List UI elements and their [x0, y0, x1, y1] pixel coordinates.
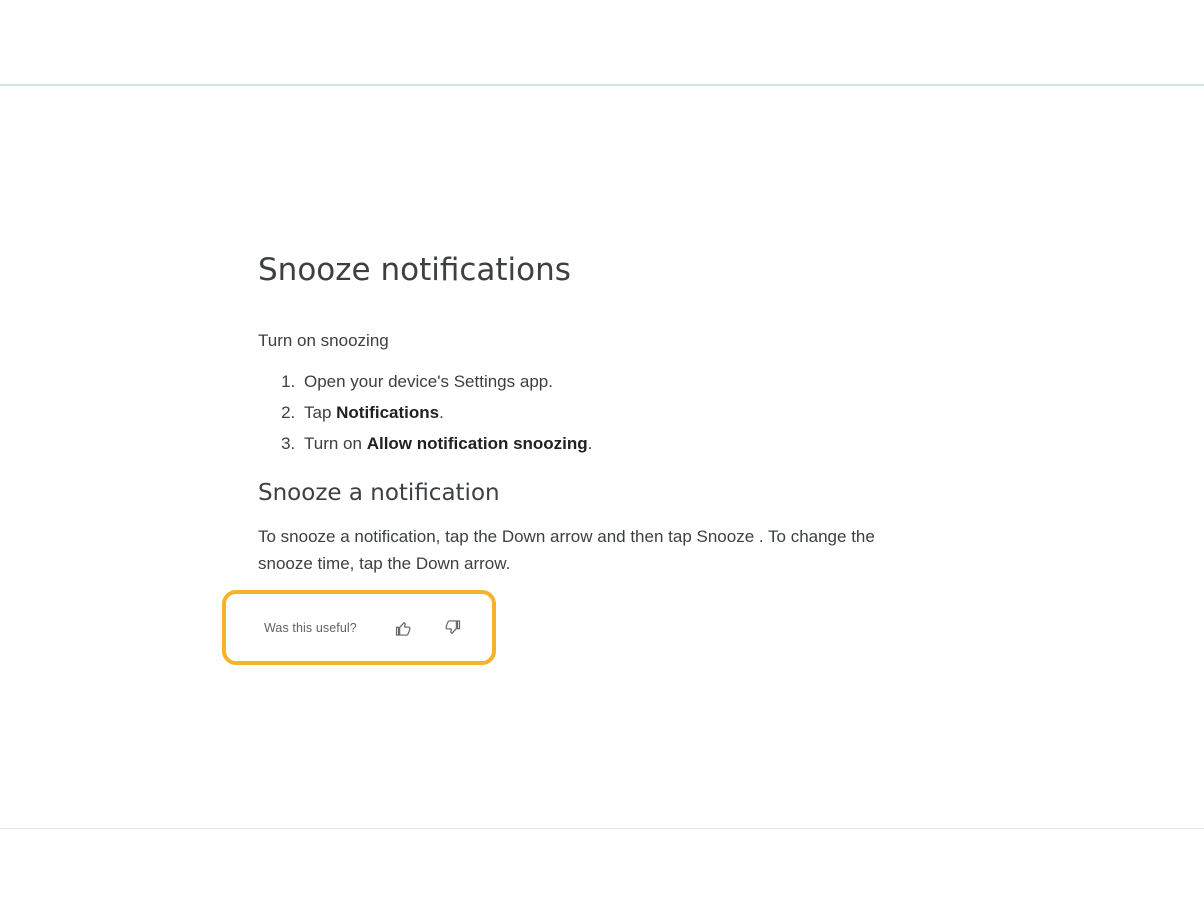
- feedback-widget: [222, 590, 496, 665]
- section-body: To snooze a notification, tap the Down arrow and then tap Snooze . To change the snooze time, tap the Down arrow.: [258, 527, 875, 573]
- feedback-label: Was this useful?: [264, 620, 357, 635]
- step-bold: Notifications: [336, 403, 440, 422]
- thumbs-down-icon[interactable]: [441, 616, 465, 640]
- section-title: Snooze a notification: [258, 480, 500, 506]
- step-text: Open your device's Settings app.: [304, 372, 553, 391]
- footer-divider: [0, 828, 1204, 829]
- list-item: [300, 397, 958, 428]
- steps-list: [258, 366, 958, 459]
- list-item: [300, 366, 958, 397]
- step-suffix: .: [587, 434, 593, 453]
- lead-paragraph: Turn on snoozing: [258, 331, 389, 350]
- step-bold: Allow notification snoozing: [366, 434, 588, 453]
- list-item: [300, 428, 958, 459]
- article-content: [258, 250, 958, 577]
- thumbs-up-icon[interactable]: [391, 616, 415, 640]
- step-suffix: .: [439, 403, 444, 422]
- header-divider: [0, 84, 1204, 86]
- page-title: Snooze notifications: [258, 252, 571, 288]
- step-text: Tap: [304, 403, 337, 422]
- step-text: Turn on: [304, 434, 367, 453]
